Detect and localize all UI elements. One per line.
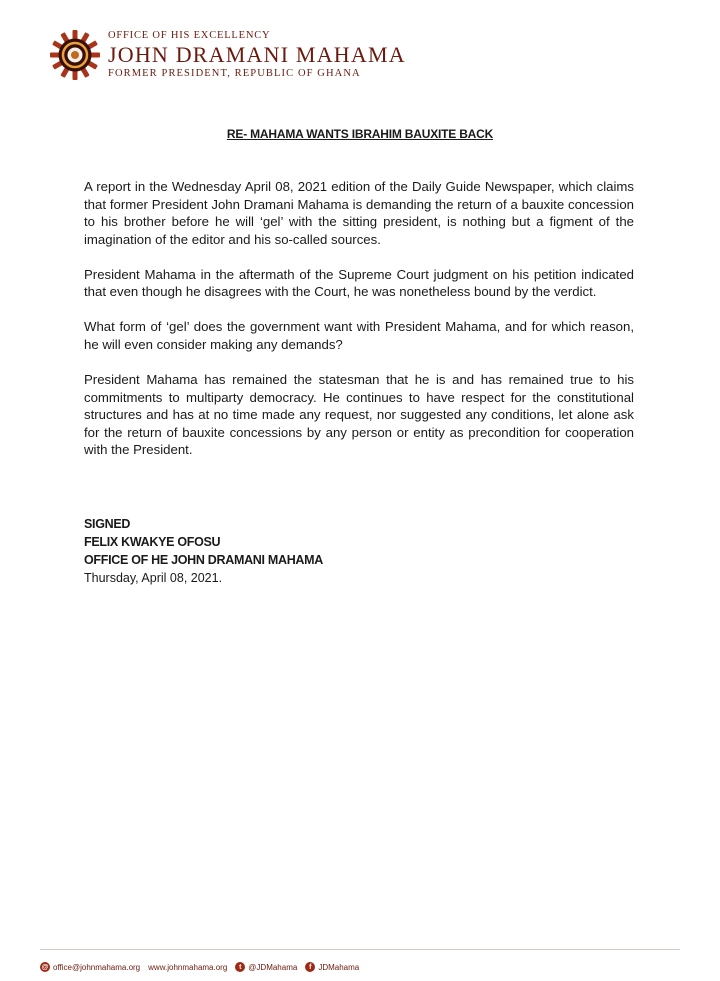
footer-email[interactable]	[40, 962, 140, 972]
footer-email-text: office@johnmahama.org	[53, 962, 141, 972]
footer	[40, 960, 367, 974]
signature-date: Thursday, April 08, 2021.	[84, 571, 223, 585]
footer-facebook[interactable]	[305, 962, 359, 972]
footer-divider	[40, 949, 680, 950]
document-body	[84, 178, 634, 476]
letterhead-subtitle: FORMER PRESIDENT, REPUBLIC OF GHANA	[108, 68, 361, 79]
letterhead-office: OFFICE OF HIS EXCELLENCY	[108, 29, 271, 41]
document-title: RE- MAHAMA WANTS IBRAHIM BAUXITE BACK	[226, 127, 494, 141]
footer-website-text: www.johnmahama.org	[148, 962, 228, 972]
footer-website[interactable]	[148, 963, 227, 972]
footer-facebook-text: JDMahama	[318, 962, 360, 972]
paragraph: A report in the Wednesday April 08, 2021 edition of the Daily Guide Newspaper, which claims that former President John Dramani Mahama is demanding the return of a bauxite concession to his brother before he will ‘gel’ with the sitting president, is nothing but a figment of the imagination of the editor and his so-called sources.	[84, 179, 634, 247]
signatory-name: FELIX KWAKYE OFOSU	[84, 535, 221, 549]
paragraph: What form of ‘gel’ does the government want with President Mahama, and for which reason, he will even consider making any demands?	[84, 319, 634, 352]
paragraph: President Mahama has remained the statesman that he is and has remained true to his commitments to multiparty democracy. He continues to have respect for the constitutional structures and has at no time made any request, nor suggested any conditions, let alone ask for the return of bauxite concessions by any person or entity as precondition for cooperation with the President.	[84, 371, 634, 458]
emblem-logo-icon	[50, 30, 100, 80]
twitter-icon: t	[235, 962, 245, 972]
paragraph: President Mahama in the aftermath of the Supreme Court judgment on his petition indicated that even though he disagrees with the Court, he was nonetheless bound by the verdict.	[84, 266, 634, 300]
letterhead	[50, 30, 406, 80]
signed-label: SIGNED	[84, 517, 131, 531]
signatory-office: OFFICE OF HE JOHN DRAMANI MAHAMA	[84, 553, 324, 567]
signature-block	[84, 515, 323, 587]
footer-twitter[interactable]	[235, 962, 297, 972]
email-icon: @	[41, 963, 49, 971]
footer-twitter-text: @JDMahama	[248, 962, 298, 972]
letterhead-name: JOHN DRAMANI MAHAMA	[108, 42, 406, 67]
facebook-icon: f	[305, 962, 315, 972]
